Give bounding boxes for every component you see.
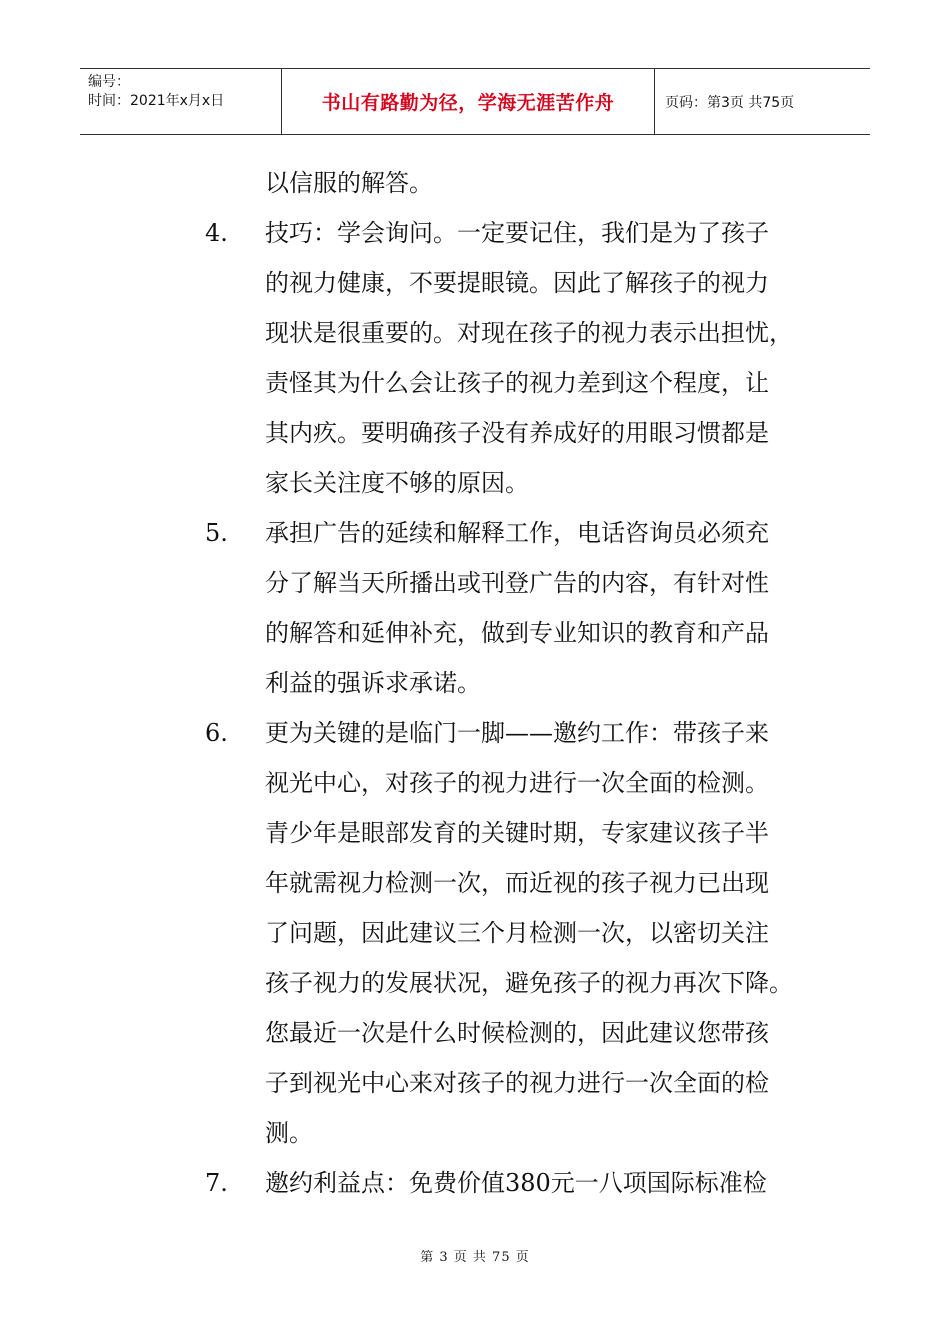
header-meta-cell — [80, 69, 282, 134]
header-page-cell — [655, 69, 870, 134]
body-line: 分了解当天所播出或刊登广告的内容，有针对性 — [265, 569, 769, 597]
body-line: 视光中心，对孩子的视力进行一次全面的检测。 — [265, 769, 769, 797]
serial-number-label: 编号： — [88, 74, 130, 90]
header-motto-cell — [282, 69, 655, 134]
body-line: 子到视光中心来对孩子的视力进行一次全面的检 — [265, 1069, 769, 1097]
body-line: 的视力健康，不要提眼镜。因此了解孩子的视力 — [265, 269, 769, 297]
page-header — [80, 68, 870, 135]
body-line: 其内疚。要明确孩子没有养成好的用眼习惯都是 — [265, 419, 769, 447]
page-footer: 第 3 页 共 75 页 — [420, 1250, 530, 1265]
body-line: 更为关键的是临门一脚——邀约工作：带孩子来 — [265, 719, 769, 747]
body-line: 孩子视力的发展状况，避免孩子的视力再次下降。 — [265, 969, 793, 997]
body-line: 技巧：学会询问。一定要记住，我们是为了孩子 — [265, 219, 769, 247]
body-line: 以信服的解答。 — [265, 169, 433, 197]
body-line: 责怪其为什么会让孩子的视力差到这个程度，让 — [265, 369, 769, 397]
body-line: 青少年是眼部发育的关键时期，专家建议孩子半 — [265, 819, 769, 847]
body-line: 现状是很重要的。对现在孩子的视力表示出担忧， — [265, 319, 793, 347]
body-line: 家长关注度不够的原因。 — [265, 469, 529, 497]
list-number-4: 4. — [205, 219, 228, 247]
body-line: 的解答和延伸补充，做到专业知识的教育和产品 — [265, 619, 769, 647]
body-line: 了问题，因此建议三个月检测一次，以密切关注 — [265, 919, 769, 947]
list-number-6: 6. — [205, 719, 228, 747]
body-line: 邀约利益点：免费价值380元一八项国际标准检 — [265, 1169, 767, 1197]
body-line: 年就需视力检测一次，而近视的孩子视力已出现 — [265, 869, 769, 897]
list-number-5: 5. — [205, 519, 228, 547]
body-line: 承担广告的延续和解释工作，电话咨询员必须充 — [265, 519, 769, 547]
list-number-7: 7. — [205, 1169, 228, 1197]
page-info: 页码：第3页 共75页 — [665, 94, 795, 111]
body-line: 测。 — [265, 1119, 313, 1147]
date-label: 时间：2021年x月x日 — [88, 93, 225, 109]
motto-text: 书山有路勤为径，学海无涯苦作舟 — [321, 92, 615, 114]
body-line: 利益的强诉求承诺。 — [265, 669, 481, 697]
body-line: 您最近一次是什么时候检测的，因此建议您带孩 — [265, 1019, 769, 1047]
